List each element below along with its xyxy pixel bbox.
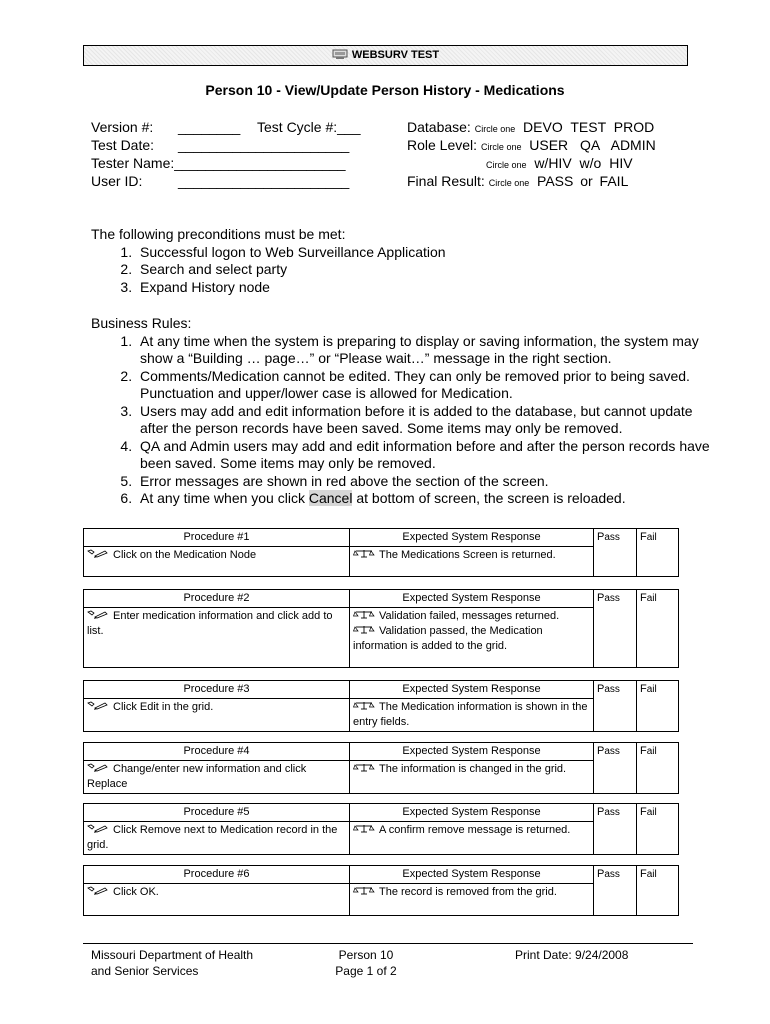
procedure-response: A confirm remove message is returned. [350, 822, 594, 855]
scale-icon [353, 624, 375, 633]
procedure-action: Enter medication information and click add to list. [84, 608, 350, 668]
procedure-response: The record is removed from the grid. [350, 884, 594, 916]
procedure-table [83, 865, 679, 916]
pass-cell[interactable]: Pass [594, 681, 637, 732]
business-rules [91, 315, 721, 508]
procedure-table [83, 589, 679, 668]
footer-rule [83, 943, 693, 944]
pass-cell[interactable]: Pass [594, 866, 637, 916]
procedure-table [83, 680, 679, 732]
final-result-line: Final Result: Circle one PASS or FAIL [407, 173, 629, 189]
procedure-response: The information is changed in the grid. [350, 761, 594, 794]
precondition-item: 3. Expand History node [136, 279, 721, 297]
fail-cell[interactable]: Fail [637, 804, 679, 855]
tester-name-line: Tester Name:______________________ [91, 155, 346, 171]
banner-text: WEBSURV TEST [351, 49, 440, 61]
preconditions [91, 226, 721, 296]
precondition-item: 2. Search and select party [136, 261, 721, 279]
procedure-label: Procedure #6 [84, 866, 350, 884]
procedure-label: Procedure #5 [84, 804, 350, 822]
procedure-action: Click Edit in the grid. [84, 699, 350, 732]
expected-response-header: Expected System Response [350, 529, 594, 547]
footer-organization: Missouri Department of Health and Senior Services [91, 948, 254, 978]
procedure-response: The Medications Screen is returned. [350, 547, 594, 577]
scale-icon [353, 823, 375, 832]
procedure-table [83, 528, 679, 577]
pencil-hand-icon [87, 700, 109, 709]
procedure-label: Procedure #4 [84, 743, 350, 761]
fail-cell[interactable]: Fail [637, 681, 679, 732]
scale-icon [353, 700, 375, 709]
database-line: Database: Circle one DEVO TEST PROD [407, 119, 655, 135]
pencil-hand-icon [87, 609, 109, 618]
page-title: Person 10 - View/Update Person History - Medications [205, 82, 565, 98]
scale-icon [353, 762, 375, 771]
footer-print-date: Print Date: 9/24/2008 [515, 948, 629, 962]
cancel-highlight: Cancel [308, 490, 353, 506]
procedure-label: Procedure #2 [84, 590, 350, 608]
business-rules-heading: Business Rules: [91, 315, 192, 331]
procedure-response: The Medication information is shown in the entry fields. [350, 699, 594, 732]
expected-response-header: Expected System Response [350, 743, 594, 761]
rule-item: 2. Comments/Medication cannot be edited. They can only be removed prior to being saved. Punctuation and upper/lower case is allowed for Medication. [136, 368, 721, 403]
procedure-table [83, 803, 679, 855]
scale-icon [353, 609, 375, 618]
scale-icon [353, 885, 375, 894]
version-line: Version #: ________ Test Cycle #:___ [91, 119, 361, 135]
preconditions-intro: The following preconditions must be met: [91, 226, 346, 242]
page-banner [83, 45, 688, 66]
procedure-action: Click on the Medication Node [84, 547, 350, 577]
expected-response-header: Expected System Response [350, 590, 594, 608]
procedure-action: Change/enter new information and click Replace [84, 761, 350, 794]
procedure-action: Click Remove next to Medication record in the grid. [84, 822, 350, 855]
pass-cell[interactable]: Pass [594, 743, 637, 794]
procedure-action: Click OK. [84, 884, 350, 916]
pencil-hand-icon [87, 548, 109, 557]
rule-item: 4. QA and Admin users may add and edit information before and after the person records have been saved. Some items may only be removed. [136, 438, 721, 473]
pencil-hand-icon [87, 885, 109, 894]
scale-icon [353, 548, 375, 557]
rule-item: 5. Error messages are shown in red above the section of the screen. [136, 473, 721, 491]
expected-response-header: Expected System Response [350, 866, 594, 884]
role-level-line: Role Level: Circle one USER QA ADMIN [407, 137, 656, 153]
pass-cell[interactable]: Pass [594, 529, 637, 577]
pencil-hand-icon [87, 762, 109, 771]
hiv-line: Circle one w/HIV w/o HIV [486, 155, 633, 171]
rule-item: 1. At any time when the system is preparing to display or saving information, the system may show a “Building … page…” or “Please wait…” message in the right section. [136, 333, 721, 368]
computer-icon [332, 48, 348, 59]
rule-item: 6. At any time when you click Cancel at bottom of screen, the screen is reloaded. [136, 490, 721, 508]
expected-response-header: Expected System Response [350, 681, 594, 699]
test-date-line: Test Date: ______________________ [91, 137, 350, 153]
fail-cell[interactable]: Fail [637, 590, 679, 668]
procedure-table [83, 742, 679, 794]
fail-cell[interactable]: Fail [637, 866, 679, 916]
pencil-hand-icon [87, 823, 109, 832]
expected-response-header: Expected System Response [350, 804, 594, 822]
user-id-line: User ID: ______________________ [91, 173, 350, 189]
pass-cell[interactable]: Pass [594, 590, 637, 668]
rule-item: 3. Users may add and edit information before it is added to the database, but cannot update after the person records have been saved. Some items may only be removed. [136, 403, 721, 438]
precondition-item: 1. Successful logon to Web Surveillance Application [136, 244, 721, 262]
pass-cell[interactable]: Pass [594, 804, 637, 855]
footer-document: Person 10 Page 1 of 2 [335, 948, 397, 978]
procedure-label: Procedure #3 [84, 681, 350, 699]
procedure-label: Procedure #1 [84, 529, 350, 547]
fail-cell[interactable]: Fail [637, 529, 679, 577]
fail-cell[interactable]: Fail [637, 743, 679, 794]
procedure-response: Validation failed, messages returned. Validation passed, the Medication information is added to the grid. [350, 608, 594, 668]
